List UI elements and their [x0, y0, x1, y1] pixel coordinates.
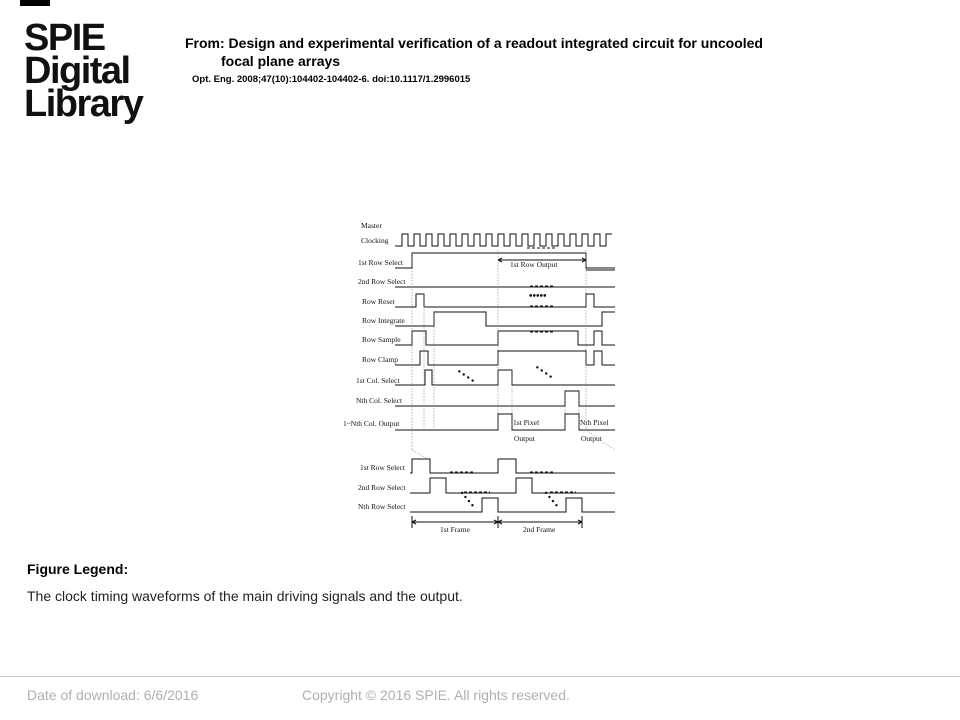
col-ellipsis-right: • • • • [533, 362, 555, 382]
label-row-sample: Row Sample [362, 335, 401, 344]
label-col-output: 1~Nth Col. Output [343, 419, 400, 428]
top-tab-marker [20, 0, 50, 6]
row-clamp-waveform [395, 351, 615, 365]
label-master: Master [361, 221, 382, 230]
frame-row2-waveform [410, 478, 615, 493]
pixel1-label: 1st Pixel [513, 418, 540, 427]
row-reset-waveform [395, 294, 615, 307]
row-ellipsis: ••••• [529, 291, 547, 302]
label-row2-select: 2nd Row Select [358, 277, 406, 286]
article-citation: Opt. Eng. 2008;47(10):104402-104402-6. doi:10.1117/1.2996015 [192, 74, 471, 85]
master-clock-waveform [395, 234, 612, 246]
col1-select-waveform [395, 370, 615, 385]
article-title-line-1: From: Design and experimental verification of a readout integrated circuit for uncooled [185, 35, 763, 51]
label-row-clamp: Row Clamp [362, 355, 399, 364]
col-ellipsis-left: • • • • [455, 366, 477, 386]
label-frame-row1: 1st Row Select [360, 463, 405, 472]
label-row-reset: Row Reset [362, 297, 395, 306]
logo-line-1: SPIE [24, 17, 105, 59]
download-date: Date of download: 6/6/2016 [27, 687, 199, 703]
label-frame-rowN: Nth Row Select [358, 502, 406, 511]
figure-legend-text: The clock timing waveforms of the main driving signals and the output. [27, 588, 463, 604]
spie-digital-library-logo[interactable] [24, 17, 148, 125]
logo-line-3: Library [24, 83, 143, 125]
pixelN-label: Nth Pixel [580, 418, 609, 427]
guide-lines [412, 250, 586, 450]
label-row1-select: 1st Row Select [358, 258, 403, 267]
figure-legend-heading: Figure Legend: [27, 561, 129, 577]
frame2-label: 2nd Frame [523, 525, 556, 534]
label-frame-row2: 2nd Row Select [358, 483, 406, 492]
copyright-notice: Copyright © 2016 SPIE. All rights reserved. [302, 687, 570, 703]
frame-ellipsis-left: • • • • [457, 488, 478, 510]
frame1-label: 1st Frame [440, 525, 470, 534]
row-integrate-waveform [395, 312, 615, 326]
row-output-label: 1st Row Output [510, 260, 558, 269]
row-sample-waveform [395, 331, 615, 345]
output-right-label: Output [581, 434, 602, 443]
footer-divider [0, 676, 960, 677]
frame-row1-waveform [410, 459, 615, 473]
output-left-label: Output [514, 434, 535, 443]
article-title [185, 34, 885, 70]
timing-diagram-figure [340, 210, 620, 540]
article-title-line-2: focal plane arrays [221, 53, 341, 69]
colN-select-waveform [395, 391, 615, 406]
frame-ellipsis-right: • • • • [541, 488, 562, 510]
label-clocking: Clocking [361, 236, 389, 245]
logo-line-2: Digital [24, 50, 130, 92]
timing-diagram [340, 210, 620, 540]
label-colN-select: Nth Col. Select [356, 396, 403, 405]
frame-rowN-waveform [410, 498, 615, 512]
label-col1-select: 1st Col. Select [356, 376, 400, 385]
label-row-integrate: Row Integrate [362, 316, 405, 325]
